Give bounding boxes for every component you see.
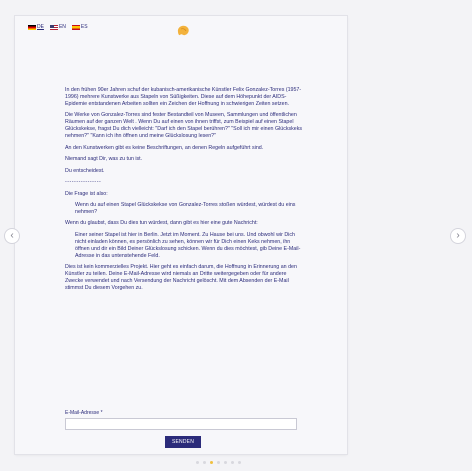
slide-dot[interactable] xyxy=(231,461,234,464)
lang-es-label: ES xyxy=(80,24,88,30)
email-label: E-Mail-Adresse * xyxy=(65,410,103,416)
chevron-left-icon: ‹ xyxy=(10,230,14,241)
slide-dot[interactable] xyxy=(210,461,213,464)
slide-dot[interactable] xyxy=(196,461,199,464)
intro-text xyxy=(65,87,305,296)
de-flag-icon xyxy=(28,25,36,30)
es-flag-icon xyxy=(72,25,80,30)
slide-dot[interactable] xyxy=(224,461,227,464)
paragraph-decide: Du entscheidest. xyxy=(65,167,105,174)
language-switcher xyxy=(28,24,88,30)
lang-en-label: EN xyxy=(58,24,66,30)
prev-slide-button[interactable] xyxy=(4,228,20,244)
paragraph-question-detail: Wenn du auf einen Stapel Glückskekse von Gonzalez-Torres stoßen würdest, würdest du eins nehmen? xyxy=(75,202,296,215)
fortune-cookie-icon xyxy=(175,23,191,39)
send-button[interactable]: SENDEN xyxy=(165,436,201,448)
email-field[interactable] xyxy=(65,418,297,430)
next-slide-button[interactable] xyxy=(450,228,466,244)
lang-es-link[interactable] xyxy=(72,24,88,30)
lang-de-link[interactable] xyxy=(28,24,44,30)
lang-en-link[interactable] xyxy=(50,24,66,30)
slide-indicator xyxy=(196,461,241,464)
slide-dot[interactable] xyxy=(203,461,206,464)
slide-dot[interactable] xyxy=(217,461,220,464)
slide-dot[interactable] xyxy=(238,461,241,464)
paragraph-no-labels: An den Kunstwerken gibt es keine Beschriftungen, an denen Regeln aufgeführt sind. xyxy=(65,144,264,151)
paragraph-good-news: Wenn du glaubst, dass Du dies tun würdest, dann gibt es hier eine gute Nachricht: xyxy=(65,220,258,227)
paragraph-history: In den frühen 90er Jahren schuf der kubanisch-amerikanische Künstler Felix Gonzalez-Torres (1957-1996) mehrere Kunstwerke aus Stapeln von Süßigkeiten. Diese auf dem Höhepunkt der AIDS-Epidemie entstandenen Arbeiten sollten ein Zeichen der Hoffnung in schwierigen Zeiten setzen. xyxy=(65,87,302,107)
paragraph-question: Die Frage ist also: xyxy=(65,190,108,197)
paragraph-berlin: Einer seiner Stapel ist hier in Berlin. Jetzt im Moment. Zu Hause bei uns. Und obwohl wir Dich nicht einladen können, es persönlich zu sehen, können wir für Dich einen Keks nehmen, ihn öffnen und dir ein Bild Deiner Glückslosung schicken. Wenn du dies möchtest, gib Deine E-Mail-Adresse in das untenstehende Feld. xyxy=(75,231,301,259)
lang-de-label: DE xyxy=(37,24,44,30)
separator: ---------------- xyxy=(65,179,102,186)
en-flag-icon xyxy=(50,25,58,30)
email-form xyxy=(65,410,299,445)
paragraph-works: Die Werke von Gonzalez-Torres sind fester Bestandteil von Museen, Sammlungen und öffentlichen Räumen auf der ganzen Welt . Wenn Du auf einen von ihnen triffst, zum Beispiel auf einen Stapel Glückskekse, fragst Du dich vielleicht: "Darf ich den Stapel berühren?" "Soll ich mir einen Glückskeks nehmen?" "Kann ich ihn öffnen und meine Glückslosung lesen?" xyxy=(65,112,303,140)
chevron-right-icon: › xyxy=(456,230,460,241)
paragraph-disclaimer: Dies ist kein kommerzielles Projekt. Hier geht es einfach darum, die Hoffnung in Erinnerung an den Künstler zu teilen. Deine E-Mail-Adresse wird niemals an Dritte weitergegeben oder für andere Zwecke verwendet und nach Versendung der Nachricht gelöscht. Mit dem Absenden der E-Mail stimmst Du diesem Vorgehen zu. xyxy=(65,264,297,291)
paragraph-nobody: Niemand sagt Dir, was zu tun ist. xyxy=(65,156,143,163)
